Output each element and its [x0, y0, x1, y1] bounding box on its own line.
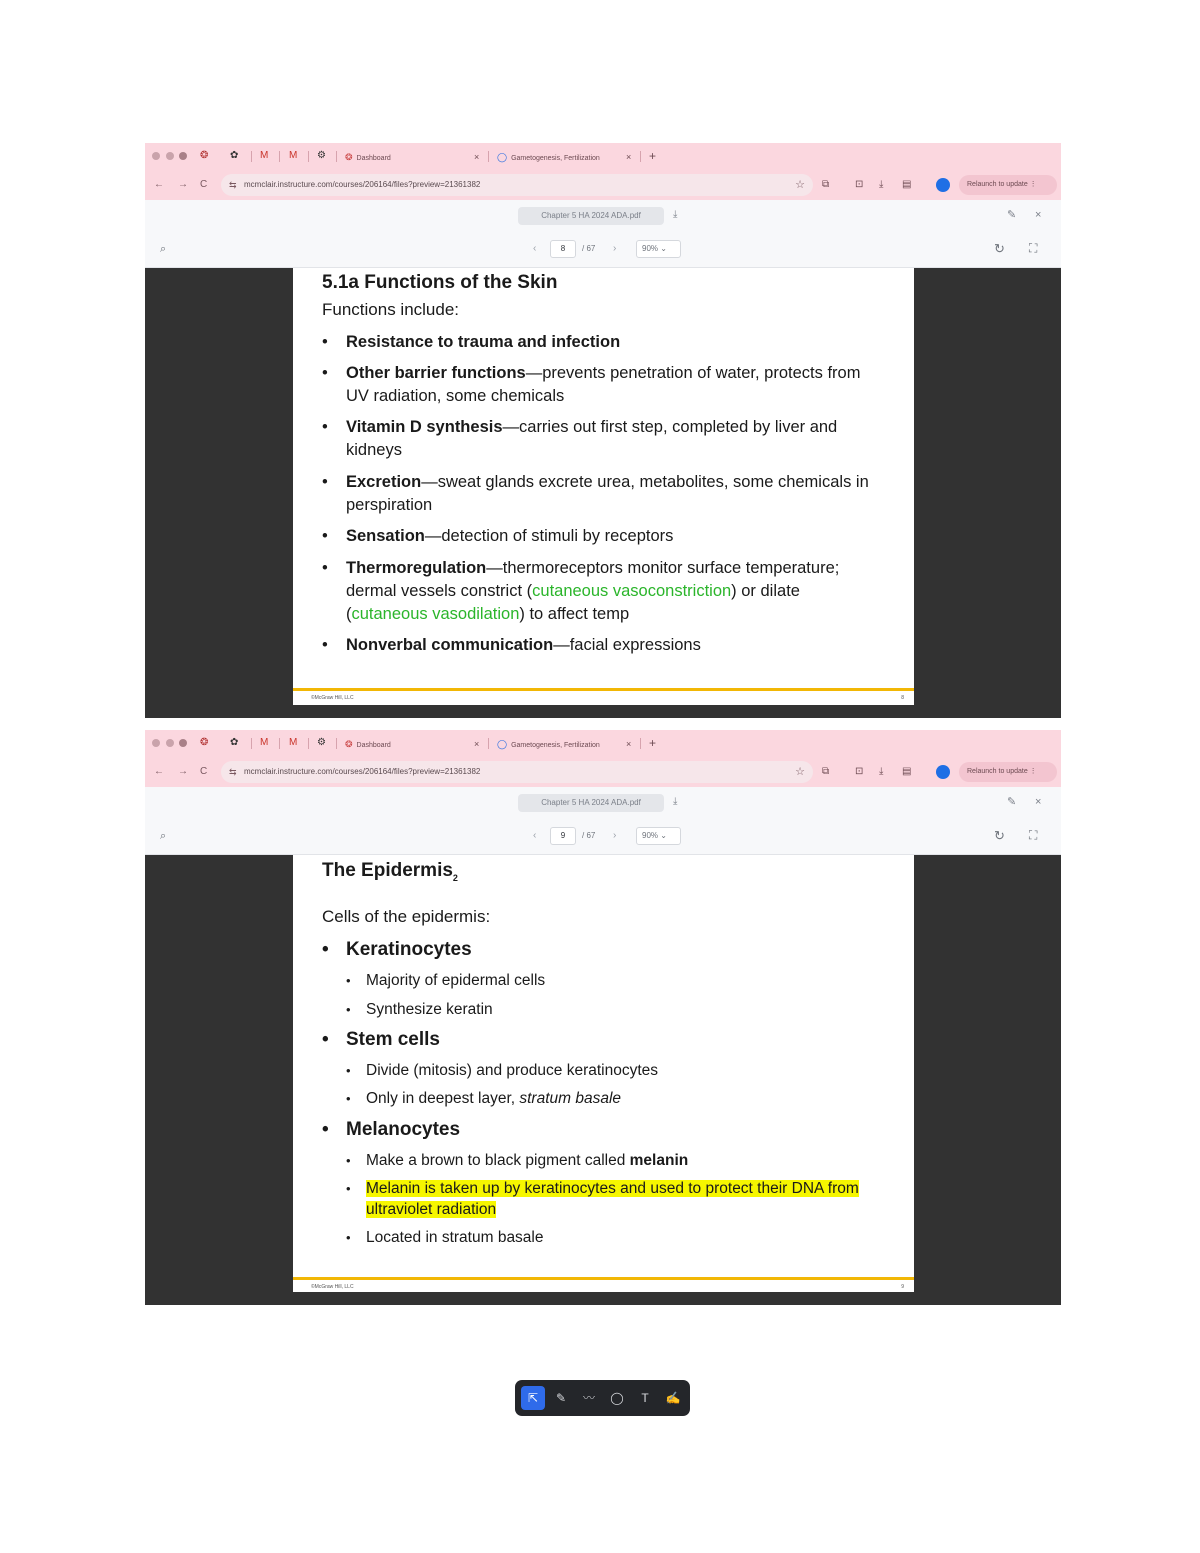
pdf-title-bar [145, 787, 1061, 818]
profile-avatar[interactable] [936, 765, 950, 779]
shape-tool-icon[interactable]: ◯ [610, 1391, 624, 1405]
close-preview-icon[interactable]: × [1035, 209, 1042, 221]
slide-accent-line [293, 688, 914, 691]
annotate-icon[interactable]: ✎ [1007, 209, 1017, 221]
window-minimize-dot[interactable] [166, 152, 174, 160]
address-bar-row [145, 170, 1061, 200]
profile-avatar[interactable] [936, 178, 950, 192]
gmail-tab-icon-2[interactable]: M [289, 150, 298, 161]
bookmark-star-icon[interactable]: ☆ [795, 766, 805, 778]
group-heading-melanocytes: • Melanocytes [322, 1118, 882, 1142]
pdf-page [293, 268, 914, 705]
window-minimize-dot[interactable] [166, 739, 174, 747]
sub-bullet: • Only in deepest layer, stratum basale [346, 1088, 886, 1109]
highlight-annotation: Melanin is taken up by keratinocytes and used to protect their DNA from ultraviolet radiation [366, 1180, 859, 1218]
rotate-icon[interactable]: ↻ [994, 241, 1005, 256]
bullet-item: • Thermoregulation—thermoreceptors monitor surface temperature; dermal vessels constrict (cutaneous vasoconstriction) or dilate (cutaneous vasodilation) to affect temp [322, 557, 882, 626]
relaunch-button[interactable]: Relaunch to update ⋮ [959, 762, 1057, 782]
text-tool-icon[interactable]: T [641, 1391, 649, 1405]
bullet-item: • Other barrier functions—prevents penetration of water, protects from UV radiation, some chemicals [322, 362, 882, 408]
window-zoom-dot[interactable] [179, 739, 187, 747]
copyright: ©McGraw Hill, LLC [311, 1284, 354, 1290]
settings-tab-icon[interactable]: ⚙ [317, 150, 326, 161]
slide-heading: 5.1a Functions of the Skin [322, 272, 558, 293]
canvas-icon: ❂ [345, 739, 353, 749]
slide-heading: The Epidermis$_2$ [322, 860, 458, 883]
previous-page-icon[interactable]: ‹ [533, 243, 537, 254]
next-page-icon[interactable]: › [613, 243, 617, 254]
page-total: / 67 [582, 831, 596, 840]
chevron-down-icon: ⌄ [660, 244, 667, 253]
bullet-item: • Vitamin D synthesis—carries out first step, completed by liver and kidneys [322, 416, 882, 462]
pdf-download-icon[interactable]: ⤓ [673, 209, 678, 220]
sub-bullet: • Divide (mitosis) and produce keratinocytes [346, 1060, 886, 1081]
new-tab-button[interactable]: + [649, 736, 657, 750]
slide-intro: Functions include: [322, 300, 460, 319]
next-page-icon[interactable]: › [613, 830, 617, 841]
site-info-icon[interactable]: ⇆ [229, 767, 237, 777]
canvas-tab-icon[interactable]: ❂ [200, 150, 209, 161]
tab-dashboard[interactable] [345, 148, 475, 166]
menu-icon: ⋮ [1029, 181, 1037, 188]
url-bar[interactable] [221, 761, 813, 783]
tab-close-icon[interactable]: × [474, 739, 480, 749]
screenshot-1 [145, 143, 1061, 718]
bullet-item: • Sensation—detection of stimuli by receptors [322, 525, 882, 548]
sub-bullet-highlighted [346, 1178, 886, 1220]
extensions-icon[interactable]: ⧉ [822, 179, 830, 190]
back-icon[interactable]: ← [154, 179, 164, 190]
side-panel-icon[interactable]: ▤ [902, 766, 912, 777]
page-total: / 67 [582, 244, 596, 253]
page-number-input[interactable]: 9 [550, 827, 576, 845]
pdf-page [293, 855, 914, 1292]
url-text[interactable]: mcmclair.instructure.com/courses/206164/files?preview=21361382 [244, 180, 481, 189]
forward-icon[interactable]: → [178, 766, 188, 777]
misc-tab-icon[interactable]: ✿ [230, 737, 239, 748]
tab-strip [145, 143, 1061, 170]
slide-number: 8 [901, 695, 904, 701]
bullet-item: • Nonverbal communication—facial expressions [322, 634, 882, 657]
settings-tab-icon[interactable]: ⚙ [317, 737, 326, 748]
side-panel-icon[interactable]: ▤ [902, 179, 912, 190]
screenshot-2 [145, 730, 1061, 1405]
reading-mode-icon[interactable]: ⊡ [855, 179, 864, 190]
sub-bullet: • Make a brown to black pigment called melanin [346, 1150, 886, 1171]
tab-label: Dashboard [356, 155, 391, 162]
reading-mode-icon[interactable]: ⊡ [855, 766, 864, 777]
tab-close-icon[interactable]: × [474, 152, 480, 162]
sign-tool-icon[interactable]: ✍ [665, 1391, 681, 1405]
canvas-icon: ❂ [345, 152, 353, 162]
gmail-tab-icon-2[interactable]: M [289, 737, 298, 748]
pdf-download-icon[interactable]: ⤓ [673, 796, 678, 807]
group-heading-keratinocytes: • Keratinocytes [322, 938, 882, 962]
relaunch-button[interactable]: Relaunch to update ⋮ [959, 175, 1057, 195]
search-tab-icon: ◯ [497, 152, 508, 162]
slide-number: 9 [901, 1284, 904, 1290]
page-number-input[interactable]: 8 [550, 240, 576, 258]
select-tool-icon[interactable]: ⇱ [521, 1386, 545, 1410]
highlight-tool-icon[interactable]: ✎ [555, 1391, 567, 1405]
search-icon[interactable]: ⌕ [160, 243, 167, 255]
address-bar-row [145, 757, 1061, 787]
previous-page-icon[interactable]: ‹ [533, 830, 537, 841]
menu-icon: ⋮ [1029, 768, 1037, 775]
zoom-select[interactable]: 90% ⌄ [636, 240, 681, 258]
new-tab-button[interactable]: + [649, 149, 657, 163]
sub-bullet: • Majority of epidermal cells [346, 970, 886, 991]
fit-page-icon[interactable]: ⛶ [1029, 241, 1038, 255]
window-close-dot[interactable] [152, 152, 160, 160]
rotate-icon[interactable]: ↻ [994, 828, 1005, 843]
tab-label: Dashboard [356, 742, 391, 749]
copyright: ©McGraw Hill, LLC [311, 695, 354, 701]
gmail-tab-icon[interactable]: M [260, 150, 269, 161]
tab-strip [145, 730, 1061, 757]
tab-close-icon[interactable]: × [626, 739, 632, 749]
pdf-filename: Chapter 5 HA 2024 ADA.pdf [518, 794, 664, 812]
tab-dashboard[interactable] [345, 735, 475, 753]
bullet-item: • Excretion—sweat glands excrete urea, metabolites, some chemicals in perspiration [322, 471, 882, 517]
tab-gametogenesis[interactable] [497, 735, 615, 753]
annotation-toolbar [515, 1380, 690, 1416]
bullet-item: • Resistance to trauma and infection [322, 331, 882, 354]
bookmark-star-icon[interactable]: ☆ [795, 179, 805, 191]
tab-gametogenesis[interactable] [497, 148, 615, 166]
downloads-icon[interactable]: ⤓ [879, 179, 884, 190]
tab-label: Gametogenesis, Fertilization [511, 155, 600, 162]
slide-intro: Cells of the epidermis: [322, 907, 491, 926]
reload-icon[interactable]: C [200, 766, 208, 777]
window-close-dot[interactable] [152, 739, 160, 747]
tab-label: Gametogenesis, Fertilization [511, 742, 600, 749]
url-text[interactable]: mcmclair.instructure.com/courses/206164/files?preview=21361382 [244, 767, 481, 776]
misc-tab-icon[interactable]: ✿ [230, 150, 239, 161]
slide-accent-line [293, 1277, 914, 1280]
url-bar[interactable] [221, 174, 813, 196]
sub-bullet: • Synthesize keratin [346, 999, 886, 1020]
window-zoom-dot[interactable] [179, 152, 187, 160]
close-preview-icon[interactable]: × [1035, 796, 1042, 808]
search-icon[interactable]: ⌕ [160, 830, 167, 842]
back-icon[interactable]: ← [154, 766, 164, 777]
tab-close-icon[interactable]: × [626, 152, 632, 162]
annotate-icon[interactable]: ✎ [1007, 796, 1017, 808]
pdf-title-bar [145, 200, 1061, 231]
draw-tool-icon[interactable]: 〰 [582, 1391, 595, 1405]
pdf-toolbar [145, 818, 1061, 855]
extensions-icon[interactable]: ⧉ [822, 766, 830, 777]
search-tab-icon: ◯ [497, 739, 508, 749]
zoom-select[interactable]: 90% ⌄ [636, 827, 681, 845]
sub-bullet: • Located in stratum basale [346, 1227, 886, 1248]
group-heading-stem-cells: • Stem cells [322, 1028, 882, 1052]
pdf-viewer[interactable] [145, 268, 1061, 718]
site-info-icon[interactable]: ⇆ [229, 180, 237, 190]
pdf-toolbar [145, 231, 1061, 268]
forward-icon[interactable]: → [178, 179, 188, 190]
chevron-down-icon: ⌄ [660, 831, 667, 840]
downloads-icon[interactable]: ⤓ [879, 766, 884, 777]
reload-icon[interactable]: C [200, 179, 208, 190]
pdf-viewer[interactable] [145, 855, 1061, 1405]
fit-page-icon[interactable]: ⛶ [1029, 828, 1038, 842]
gmail-tab-icon[interactable]: M [260, 737, 269, 748]
canvas-tab-icon[interactable]: ❂ [200, 737, 209, 748]
pdf-filename: Chapter 5 HA 2024 ADA.pdf [518, 207, 664, 225]
